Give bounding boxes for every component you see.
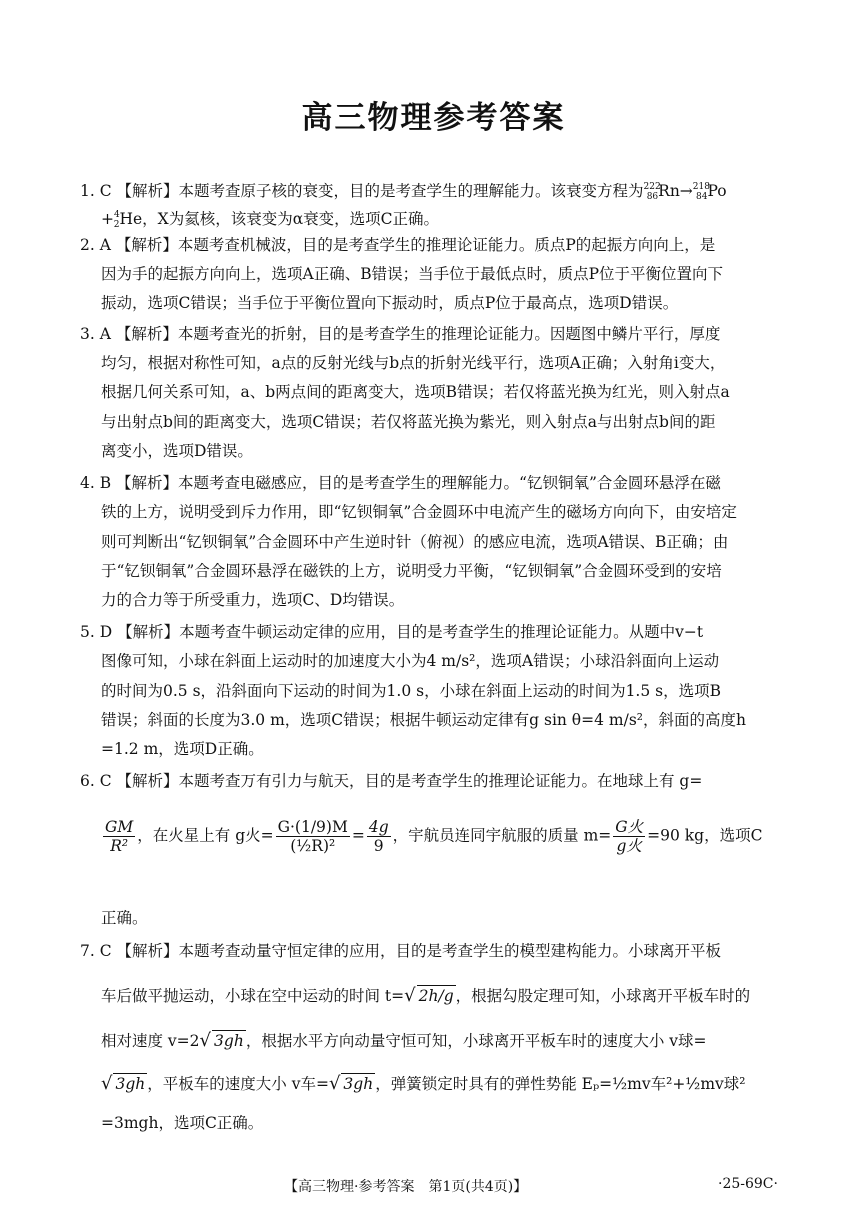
q4-line4: 于“钇钡铜氧”合金圆环悬浮在磁铁的上方，说明受力平衡，“钇钡铜氧”合金圆环受到的安培 [101, 562, 722, 580]
q1-text-2: He，X为氦核，该衰变为α衰变，选项C正确。 [119, 210, 440, 228]
q4-line5: 力的合力等于所受重力，选项C、D均错误。 [101, 591, 405, 609]
q3-line1: 3. A 【解析】本题考查光的折射，目的是考查学生的推理论证能力。因题图中鳞片平行，厚度 [80, 325, 721, 343]
q3-line2: 均匀，根据对称性可知，a点的反射光线与b点的折射光线平行，选项A正确；入射角i变大， [101, 354, 726, 372]
sqrt-3gh-2: 3gh [115, 1075, 146, 1093]
he-number: 2 [113, 220, 120, 230]
q2-line3: 振动，选项C错误；当手位于平衡位置向下振动时，质点P位于最高点，选项D错误。 [101, 294, 679, 312]
mars-fraction: $\frac{G\cdot(1/9)M}{\text{(½R)²}}$ [277, 818, 348, 855]
q4-line2: 铁的上方，说明受到斥力作用，即“钇钡铜氧”合金圆环中电流产生的磁场方向向下，由安培定 [101, 503, 737, 521]
po-symbol: Po [707, 182, 727, 200]
plus-sign: + [101, 210, 114, 228]
q4-line1: 4. B 【解析】本题考查电磁感应，目的是考查学生的理解能力。“钇钡铜氧”合金圆环悬浮在磁 [80, 474, 721, 492]
q6-line2 [101, 818, 762, 855]
gm-fraction: $\frac{GM}{\text{R²}}$ [105, 818, 134, 855]
q2-line1: 2. A 【解析】本题考查机械波，目的是考查学生的推理论证能力。质点P的起振方向向上，是 [80, 236, 716, 254]
sqrt-icon: √ [328, 1073, 341, 1094]
mass-fraction: $\frac{\text{G火}}{\text{g火}}$ [615, 818, 644, 855]
footer-code: ·25-69C· [718, 1176, 778, 1192]
equals-sign: = [351, 826, 365, 845]
po-mass: 218 [692, 182, 710, 192]
q5-line3: 的时间为0.5 s，沿斜面向下运动的时间为1.0 s，小球在斜面上运动的时间为1.5 s，选项B [101, 682, 721, 700]
sqrt-icon: √ [101, 1073, 113, 1094]
sqrt-icon: √ [199, 1030, 212, 1051]
q1-text: 1. C 【解析】本题考查原子核的衰变，目的是考查学生的理解能力。该衰变方程为 [80, 182, 644, 200]
q1-line1 [80, 177, 727, 207]
q7-line1: 7. C 【解析】本题考查动量守恒定律的应用，目的是考查学生的模型建构能力。小球离开平板 [80, 942, 722, 960]
q7-text-2c: ，根据勾股定理可知，小球离开平板车时的 [455, 987, 751, 1005]
q5-line5: =1.2 m，选项D正确。 [101, 740, 264, 758]
q6-text-1: ，在火星上有 g火= [137, 826, 274, 845]
q7-text-3a: 相对速度 v=2 [101, 1032, 200, 1050]
rn-mass: 222 [643, 182, 661, 192]
he-mass: 4 [114, 210, 120, 220]
four-g-fraction: $\frac{4g}{9}$ [368, 818, 389, 855]
q7-text-2a: 车后做平抛运动，小球在空中运动的时间 t= [101, 987, 405, 1005]
q1-line2 [101, 205, 439, 235]
sqrt-3gh: 3gh [214, 1032, 244, 1050]
sqrt-2h-g: 2h/g [418, 987, 454, 1005]
q3-line5: 离变小，选项D错误。 [101, 442, 253, 460]
q7-line4 [101, 1073, 746, 1094]
q3-line4: 与出射点b间的距离变大，选项C错误；若仅将蓝光换为紫光，则入射点a与出射点b间的距 [101, 413, 716, 431]
po-number: 84 [695, 192, 708, 202]
q7-line5: =3mgh，选项C正确。 [101, 1114, 264, 1132]
sqrt-icon: √ [404, 985, 416, 1006]
q3-line3: 根据几何关系可知，a、b两点间的距离变大，选项B错误；若仅将蓝光换为红光，则入射点a [101, 383, 730, 401]
sqrt-3gh-3: 3gh [343, 1075, 374, 1093]
q6-text-3: =90 kg，选项C [647, 826, 763, 845]
q7-text-4d: ，弹簧锁定时具有的弹性势能 Eₚ=½mv车²+½mv球² [375, 1075, 746, 1093]
q5-line2: 图像可知，小球在斜面上运动时的加速度大小为4 m/s²，选项A错误；小球沿斜面向上运动 [101, 652, 720, 670]
q7-line3 [101, 1030, 707, 1051]
q6-line1: 6. C 【解析】本题考查万有引力与航天，目的是考查学生的推理论证能力。在地球上有 g= [80, 772, 703, 790]
q7-line2 [101, 985, 750, 1006]
q4-line3: 则可判断出“钇钡铜氧”合金圆环中产生逆时针（俯视）的感应电流，选项A错误、B正确；由 [101, 533, 729, 551]
q7-text-3c: ，根据水平方向动量守恒可知，小球离开平板车时的速度大小 v球= [245, 1032, 707, 1050]
q6-line3: 正确。 [101, 909, 148, 927]
footer-page-info: 【高三物理·参考答案 第1页(共4页)】 [284, 1179, 528, 1195]
page-title: 高三物理参考答案 [301, 100, 566, 136]
q5-line4: 错误；斜面的长度为3.0 m，选项C错误；根据牛顿运动定律有g sin θ=4 m/s²，斜面的高度h [101, 711, 746, 729]
q5-line1: 5. D 【解析】本题考查牛顿运动定律的应用，目的是考查学生的推理论证能力。从题中v−t [80, 623, 704, 641]
q7-text-4b: ，平板车的速度大小 v车= [147, 1075, 329, 1093]
q2-line2: 因为手的起振方向向上，选项A正确、B错误；当手位于最低点时，质点P位于平衡位置向下 [101, 265, 724, 283]
rn-number: 86 [646, 192, 659, 202]
q6-text-2: ，宇航员连同宇航服的质量 m= [392, 826, 612, 845]
rn-symbol: Rn→ [658, 182, 693, 200]
